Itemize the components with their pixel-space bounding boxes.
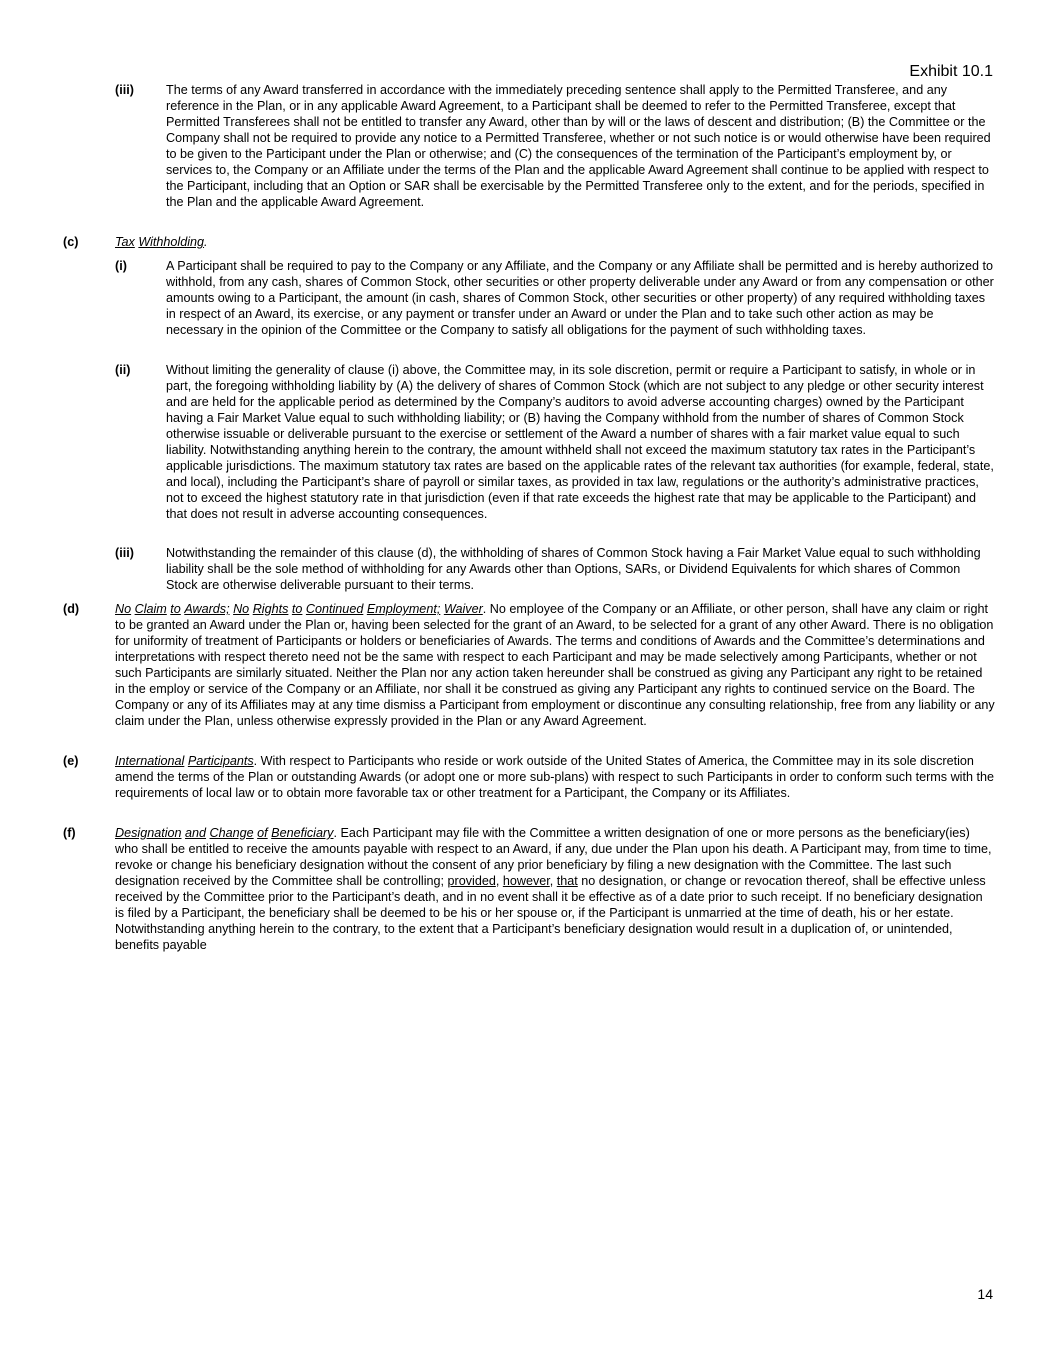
section-e-heading-word: International xyxy=(115,754,185,768)
section-e-label: (e) xyxy=(63,754,79,768)
page-number: 14 xyxy=(977,1286,993,1302)
section-d-heading-word: No xyxy=(115,602,132,616)
section-f-heading-word: and xyxy=(185,826,207,840)
clause-iii-label: (iii) xyxy=(115,83,134,97)
section-e-text: . With respect to Participants who reside or work outside of the United States of America, the Committee may in its sole discretion amend the terms of the Plan or outstanding Awards (or adopt one or more sub-plans) with respect to such Participants in order to conform such terms with the requirements of local law or to obtain more favorable tax or other treatment for a Participant, the Company or its Affiliates. xyxy=(115,754,994,800)
section-c-heading xyxy=(115,234,995,250)
clause-iii-text: The terms of any Award transferred in accordance with the immediately preceding sentence shall apply to the Permitted Transferee, and any reference in the Plan, or in any applicable Award Agreement, to a Participant shall be deemed to refer to the Permitted Transferee, except that Permitted Transferees shall not be entitled to transfer any Award, other than by will or the laws of descent and distribution; (B) the Committee or the Company shall not be required to provide any notice to a Permitted Transferee, whether or not such notice is or would otherwise have been required to be given to the Participant under the Plan or otherwise; and (C) the consequences of the termination of the Participant’s employment by, or services to, the Company or an Affiliate under the terms of the Plan and the applicable Award Agreement shall continue to be applied with respect to the Participant, including that an Option or SAR shall be exercisable by the Permitted Transferee only to the extent, and for the periods, specified in the Plan and the applicable Award Agreement. xyxy=(166,83,991,209)
clause-c-iii-label: (iii) xyxy=(115,546,134,560)
section-f-heading-word: of xyxy=(257,826,268,840)
section-d-heading-word: Employment; xyxy=(366,602,441,616)
section-f-heading-word: Change xyxy=(209,826,254,840)
section-e-heading-word: Participants xyxy=(187,754,254,768)
section-d-heading-word: No xyxy=(233,602,250,616)
that-term: that xyxy=(556,874,578,888)
section-c-heading-period: . xyxy=(204,235,208,249)
section-d-heading-word: to xyxy=(291,602,303,616)
section-c-heading-word: Withholding xyxy=(138,235,205,249)
section-d-heading-word: Claim xyxy=(134,602,167,616)
section-d-heading-word: to xyxy=(170,602,181,616)
clause-c-iii-text: Notwithstanding the remainder of this clause (d), the withholding of shares of Common Stock having a Fair Market Value equal to such withholding liability shall be the sole method of withholding for any Awards other than Options, SARs, or Dividend Equivalents for which shares of Common Stock are otherwise deliverable pursuant to their terms. xyxy=(166,546,981,592)
section-f-label: (f) xyxy=(63,826,76,840)
section-f-paragraph: Designation and Change of Beneficiary. Each Participant may file with the Committee a written designation of one or more persons as the beneficiary(ies) who shall be entitled to receive the amounts payable with respect to an Award, if any, due under the Plan upon his death. A Participant may, from time to time, revoke or change his beneficiary designation without the consent of any prior beneficiary by filing a new designation with the Committee. The last such designation received by the Committee shall be controlling; provided, however, that no designation, or change or revocation thereof, shall be effective unless received by the Committee prior to the Participant’s death, and in no event shall it be effective as of a date prior to such receipt. If no beneficiary designation is filed by a Participant, the beneficiary shall be deemed to be his or her spouse or, if the Participant is unmarried at the time of death, his or her estate. Notwithstanding anything herein to the contrary, to the extent that a Participant’s beneficiary designation would result in a duplication of, or unintended, benefits payable xyxy=(115,826,992,952)
section-e-paragraph xyxy=(115,753,995,801)
section-f-heading-word: Beneficiary xyxy=(271,826,334,840)
section-d-text: . No employee of the Company or an Affiliate, or other person, shall have any claim or right to be granted an Award under the Plan or, having been selected for the grant of an Award, to be selected for a grant of any other Award. There is no obligation for uniformity of treatment of Participants or holders or beneficiaries of Awards. The terms and conditions of Awards and the Committee’s determinations and interpretations with respect thereto need not be the same with respect to each Participant and may be made selectively among Participants, whether or not such Participants are similarly situated. Neither the Plan nor any action taken hereunder shall be construed as giving any Participant any right to be retained in the employ or service of the Company or an Affiliate, nor shall it be construed as giving any Participant any rights to continued service on the Board. The Company or any of its Affiliates may at any time dismiss a Participant from employment or discontinue any consulting relationship, free from any liability or any claim under the Plan, unless otherwise expressly provided in the Plan or any Award Agreement. xyxy=(115,602,995,728)
section-f-text-2: no designation, or change or revocation thereof, shall be effective unless received by the Committee prior to the Participant’s death, and in no event shall it be effective as of a date prior to such receipt. If no beneficiary designation is filed by a Participant, the beneficiary shall be deemed to be his or her spouse or, if the Participant is unmarried at the time of death, his or her estate. Notwithstanding anything herein to the contrary, to the extent that a Participant’s beneficiary designation would result in a duplication of, or unintended, benefits payable xyxy=(115,874,986,952)
clause-c-ii-label: (ii) xyxy=(115,363,131,377)
section-d-heading-word: Awards; xyxy=(184,602,230,616)
section-d-heading-word: Rights xyxy=(252,602,289,616)
section-f-heading-word: Designation xyxy=(115,826,182,840)
clause-c-ii-text: Without limiting the generality of clause (i) above, the Committee may, in its sole discretion, permit or require a Participant to satisfy, in whole or in part, the foregoing withholding liability by (A) the delivery of shares of Common Stock (which are not subject to any pledge or other security interest and are held for the applicable period as determined by the Company’s auditors to avoid adverse accounting charges) owned by the Participant having a Fair Market Value equal to such withholding liability; or (B) having the Company withhold from the number of shares of Common Stock otherwise issuable or deliverable pursuant to the exercise or settlement of the Award a number of shares with a fair market value equal to such liability. Notwithstanding anything herein to the contrary, the amount withheld shall not exceed the maximum statutory tax rates in the Participant’s applicable jurisdictions. The maximum statutory tax rates are based on the applicable rates of the relevant tax authorities (for example, federal, state, and local), including the Participant’s share of payroll or similar taxes, as provided in tax law, regulations or the authority’s administrative practices, not to exceed the highest statutory rate in that jurisdiction (even if that rate exceeds the highest rate that may be applicable to the Participant) and that does not result in adverse accounting consequences. xyxy=(166,363,994,521)
section-d-heading-word: Waiver xyxy=(443,602,483,616)
section-c-label: (c) xyxy=(63,235,79,249)
section-f-text-1: . Each Participant may file with the Committee a written designation of one or more persons as the beneficiary(ies) who shall be entitled to receive the amounts payable with respect to an Award, if any, due under the Plan upon his death. A Participant may, from time to time, revoke or change his beneficiary designation without the consent of any prior beneficiary by filing a new designation with the Committee. The last such designation received by the Committee shall be controlling; xyxy=(115,826,992,888)
section-d-label: (d) xyxy=(63,602,80,616)
clause-c-i-label: (i) xyxy=(115,259,127,273)
exhibit-label: Exhibit 10.1 xyxy=(909,63,993,80)
section-c-heading-word: Tax xyxy=(115,235,135,249)
section-d-heading-word: Continued xyxy=(305,602,364,616)
provided-term: provided xyxy=(447,874,496,888)
however-term: however xyxy=(502,874,550,888)
clause-c-i-text: A Participant shall be required to pay to the Company or any Affiliate, and the Company or any Affiliate shall be permitted and is hereby authorized to withhold, from any cash, shares of Common Stock, other securities or other property deliverable under any Award or from any compensation or other amounts owing to a Participant, the amount (in cash, shares of Common Stock, other securities or other property) of any required withholding taxes in respect of an Award, its exercise, or any payment or transfer under an Award or under the Plan and to take such other action as may be necessary in the opinion of the Committee or the Company to satisfy all obligations for the payment of such withholding taxes. xyxy=(166,259,994,337)
section-d-paragraph xyxy=(115,601,995,729)
